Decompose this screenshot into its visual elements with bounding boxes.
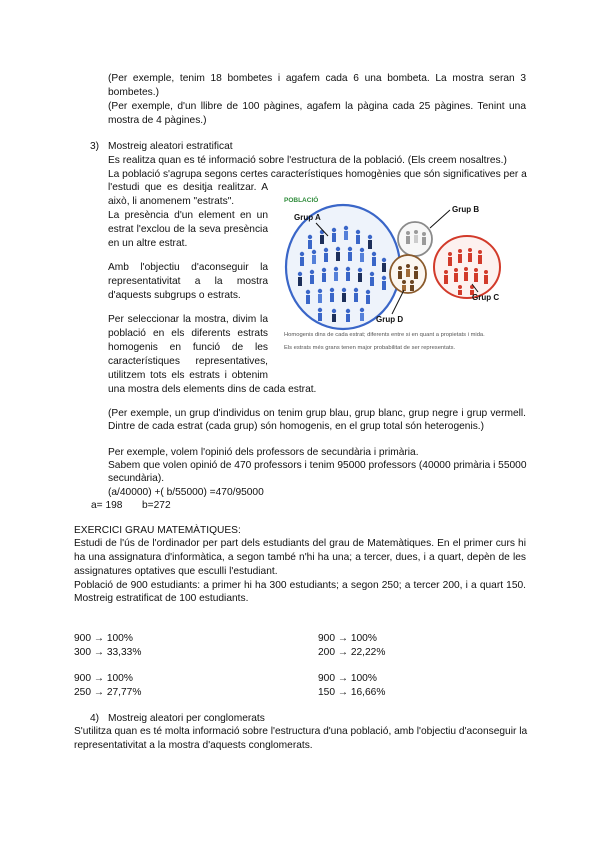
paragraph-line: Es realitza quan es té informació sobre l'estructura de la població. (Els creem nosaltres.): [108, 155, 507, 166]
exercise-line: Estudi de l'ús de l'ordinador per part dels estudiants del grau de Matemàtiques. En el primer curs hi: [74, 538, 526, 549]
paragraph-line: La presència d'un element en un: [108, 210, 268, 221]
example-line: secundària).: [108, 473, 165, 484]
paragraph-line: una mostra dels elements dins de cada estrat.: [108, 384, 317, 395]
paragraph-line: S'utilitza quan es té molta informació sobre l'estructura d'una població, amb l'objectiu d'aconseguir la: [74, 726, 528, 737]
paragraph-line: Per seleccionar la mostra, divim la: [108, 314, 268, 325]
calc-total: 900 → 100%: [318, 673, 377, 684]
exercise-line: ha una assignatura d'informàtica, a segon també n'hi ha una; a tercer, dues, i a quart, depèn de les: [74, 552, 526, 563]
paragraph-line: Amb l'objectiu d'aconseguir la: [108, 262, 268, 273]
paragraph-line: això, li anomenem "estrats".: [108, 196, 235, 207]
paragraph-line: utilitzem tots els estrats i obtenim: [108, 370, 268, 381]
calc-primer: 300 → 33,33%: [74, 647, 142, 658]
paragraph-line: en un altre estrat.: [108, 238, 188, 249]
paragraph-line: homogenis en funció de les: [108, 342, 268, 353]
example-line: Sabem que volen opinió de 470 professors i tenim 95000 professors (40000 primària i 55000: [108, 460, 527, 471]
intro-line: mostra de 4 pàgines.): [108, 115, 207, 126]
section-number: 4): [90, 713, 100, 724]
example-line: Dintre de cada estrat (cada grup) són homogenis, en el grup total són heterogenis.): [108, 421, 485, 432]
calc-segon: 250 → 27,77%: [74, 687, 142, 698]
figure-caption: Homogenis dins de cada estrat; diferents entre si en quant a propietats i mida.: [284, 332, 485, 338]
example-line: (Per exemple, un grup d'individus on tenim grup blau, grup blanc, grup negre i grup vermell.: [108, 408, 526, 419]
group-b-pointer: [430, 210, 450, 228]
result-b: b=272: [142, 500, 171, 511]
example-line: Per exemple, volem l'opinió dels professors de secundària i primària.: [108, 447, 419, 458]
paragraph-line: representativitat a la mostra d'aquests conglomerats.: [74, 740, 313, 751]
section-number: 3): [90, 141, 100, 152]
section-title: Mostreig aleatori estratificat: [108, 141, 233, 152]
paragraph-line: representativitat a la mostra: [108, 276, 268, 287]
intro-line: (Per exemple, d'un llibre de 100 pàgines, agafem la pàgina cada 25 pàgines. Tenint una: [108, 101, 526, 112]
group-a-label: Grup A: [294, 213, 321, 222]
paragraph-line: l'estudi que es desitja realitzar. A: [108, 182, 268, 193]
calc-quart: 150 → 16,66%: [318, 687, 386, 698]
result-a: a= 198: [91, 500, 123, 511]
paragraph-line: d'aquests subgrups o estrats.: [108, 290, 241, 301]
paragraph-line: estrat l'exclou de la seva presència: [108, 224, 268, 235]
calc-total: 900 → 100%: [74, 633, 133, 644]
paragraph-line: població en els diferents estrats: [108, 328, 268, 339]
paragraph-line: característiques representatives,: [108, 356, 268, 367]
figure-caption: Els estrats més grans tenen major probabilitat de ser representats.: [284, 345, 456, 351]
poblacio-label: POBLACIÓ: [284, 197, 319, 204]
group-d-label: Grup D: [376, 315, 404, 324]
exercise-heading: EXERCICI GRAU MATEMÀTIQUES:: [74, 525, 241, 536]
strata-figure: [280, 192, 530, 332]
exercise-line: Població de 900 estudiants: a primer hi ha 300 estudiants; a segon 250; a tercer 200, i a quart 150.: [74, 580, 526, 591]
calc-total: 900 → 100%: [74, 673, 133, 684]
exercise-line: assignatures optatives que esculli l'estudiant.: [74, 566, 278, 577]
exercise-line: Mostreig estratificat de 100 estudiants.: [74, 593, 249, 604]
group-c-label: Grup C: [472, 293, 500, 302]
calc-total: 900 → 100%: [318, 633, 377, 644]
calc-tercer: 200 → 22,22%: [318, 647, 386, 658]
group-b-label: Grup B: [452, 205, 480, 214]
paragraph-line: La població s'agrupa segons certes característiques homogènies que són significatives per a: [108, 169, 527, 180]
formula: (a/40000) +( b/55000) =470/95000: [108, 487, 264, 498]
section-title: Mostreig aleatori per conglomerats: [108, 713, 265, 724]
intro-line: (Per exemple, tenim 18 bombetes i agafem cada 6 una bombeta. La mostra seran 3: [108, 73, 526, 84]
intro-line: bombetes.): [108, 87, 159, 98]
group-c-circle: [434, 236, 500, 298]
